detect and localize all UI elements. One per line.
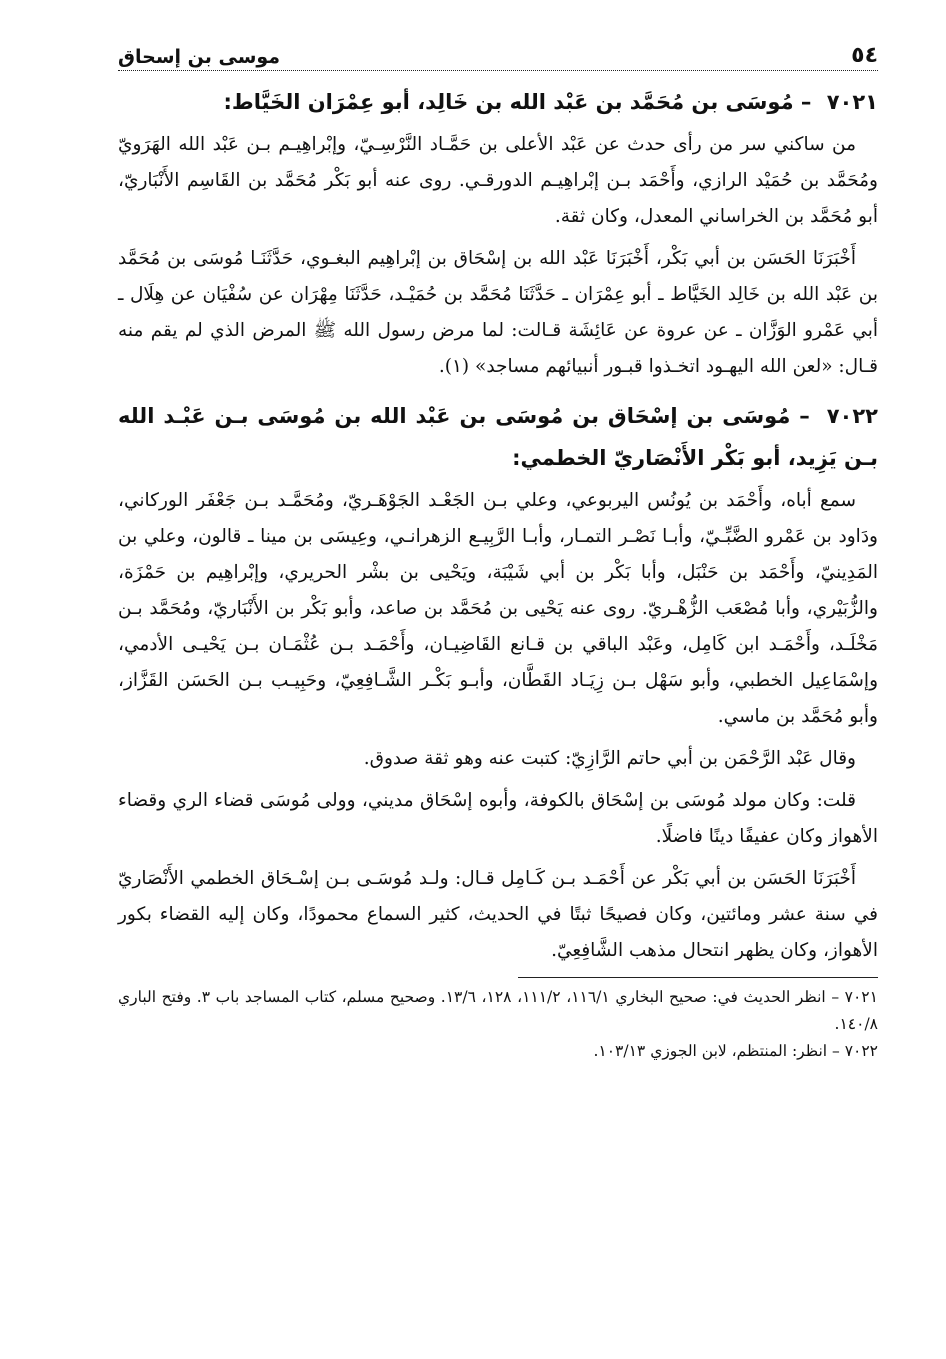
- biography-entry: [118, 81, 878, 385]
- footnote: ٧٠٢١ – انظر الحديث في: صحيح البخاري ١١٦/١، ١١١/٢، ١٢٨، ١٣/٦. وصحيح مسلم، كتاب المساجد باب ٣. وفتح الباري ١٤٠/٨.: [118, 988, 878, 1033]
- footnotes: [118, 984, 878, 1065]
- entry-paragraph: قلت: وكان مولد مُوسَى بن إسْحَاق بالكوفة، وأبوه إسْحَاق مديني، وولى مُوسَى قضاء الري وقضاء الأهواز وكان عفيفًا دينًا فاضلًا.: [118, 790, 878, 847]
- entry-number: ٧٠٢١: [826, 90, 878, 114]
- entry-title: مُوسَى بن مُحَمَّد بن عَبْد الله بن خَالِد، أبو عِمْرَان الخَيَّاط:: [223, 90, 794, 114]
- book-page: [118, 30, 878, 1065]
- entry-paragraph: أَخْبَرَنَا الحَسَن بن أبي بَكْر، أَخْبَرَنَا عَبْد الله بن إسْحَاق بن إبْراهِيم البغـوي، حَدَّثَنَـا مُوسَى بن مُحَمَّد بن عَبْد الله بن خَالِد الخَيَّاط ـ أبو عِمْرَان ـ حَدَّثَنَا مُحَمَّد بن حُمَيْـد، حَدَّثَنَا مِهْرَان عن سُفْيَان عن هِلَال ـ أبي عَمْرو الوَزَّان ـ عن عروة عن عَائِشَة قـالت: لما مرض رسول الله ﷺ المرض الذي لم يقم منه قـال: «لعن الله اليهـود اتخـذوا قبـور أنبيائهم مساجد» (١).: [118, 248, 878, 377]
- biography-entry: [118, 395, 878, 969]
- entry-paragraph: وقال عَبْد الرَّحْمَن بن أبي حاتم الرَّازِيّ: كتبت عنه وهو ثقة صدوق.: [363, 748, 856, 769]
- footnote: ٧٠٢٢ – انظر: المنتظم، لابن الجوزي ١٠٣/١٣.: [593, 1042, 878, 1060]
- entry-paragraph: من ساكني سر من رأى حدث عن عَبْد الأعلى بن حَمَّـاد النَّرْسِـيّ، وإبْراهِيـم بـن عَبْد الله الهَرَويّ ومُحَمَّد بن حُمَيْد الرازي، وأَحْمَد بـن إبْراهِيـم الدورقـي. روى عنه أبو بَكْر مُحَمَّد بن القَاسِم الأَنْبَاريّ، أبو مُحَمَّد بن الخراساني المعدل، وكان ثقة.: [118, 134, 878, 227]
- entry-paragraph: سمع أباه، وأَحْمَد بن يُونُس اليربوعي، وعلي بـن الجَعْـد الجَوْهَـريّ، ومُحَمَّـد بـن جَعْفَر الوركاني، ودَاود بن عَمْرو الضَّبِّـيّ، وأبـا نَصْـر التمـار، وأبـا الرَّبِيـع الزهرانـي، وعِيسَى بن مينا ـ قالون، وعلي بن المَدِينيّ، وأَحْمَد بن حَنْبَل، وأبا بَكْر بن أبي شَيْبَة، ويَحْيى بن بشْر الحريري، وإبْراهِيم بن حَمْزَة، والزُّبَيْري، وأبا مُصْعَب الزُّهْـريّ. روى عنه يَحْيى بن مُحَمَّد بن صاعد، وأبو بَكْر بن الأَنْبَاريّ، ومُحَمَّد بـن مَخْلَـد، وأَحْمَـد ابن كَامِل، وعَبْد الباقي بن قـانع القَاضِيـان، وأَحْمَـد بـن عُثْمَـان بـن يَحْيـى الأدمي، وإسْمَاعِيل الخطبي، وأبو سَهْل بـن زِيَـاد القَطَّان، وأبـو بَكْـر الشَّـافِعِيّ، وحَبِيـب بـن الحَسَن القَزَّاز، وأبو مُحَمَّد بن ماسي.: [118, 490, 878, 727]
- entry-dash: –: [800, 90, 812, 114]
- footnote-divider: [518, 977, 878, 978]
- entry-heading: [118, 395, 878, 479]
- running-title: موسى بن إسحاق: [118, 46, 281, 68]
- page-number: ٥٤: [851, 43, 878, 68]
- entry-dash: –: [799, 404, 810, 428]
- page-header: [118, 30, 878, 71]
- entry-number: ٧٠٢٢: [826, 404, 879, 428]
- entry-title: مُوسَى بن إسْحَاق بن مُوسَى بن عَبْد الله بن مُوسَى بـن عَبْـد الله بـن يَزِيد، أبو بَكْر الأَنْصَاريّ الخطمي:: [118, 404, 878, 470]
- entry-heading: [118, 81, 878, 123]
- entry-paragraph: أَخْبَرَنَا الحَسَن بن أبي بَكْر عن أَحْمَـد بـن كَـامِل قـال: ولـد مُوسَـى بـن إسْـحَاق الخطمي الأَنْصَاريّ في سنة عشر ومائتين، وكان فصيحًا ثبتًا في الحديث، كثير السماع محمودًا، وكان إليه القضاء بكور الأهواز، وكان يظهر انتحال مذهب الشَّافِعِيّ.: [118, 868, 878, 961]
